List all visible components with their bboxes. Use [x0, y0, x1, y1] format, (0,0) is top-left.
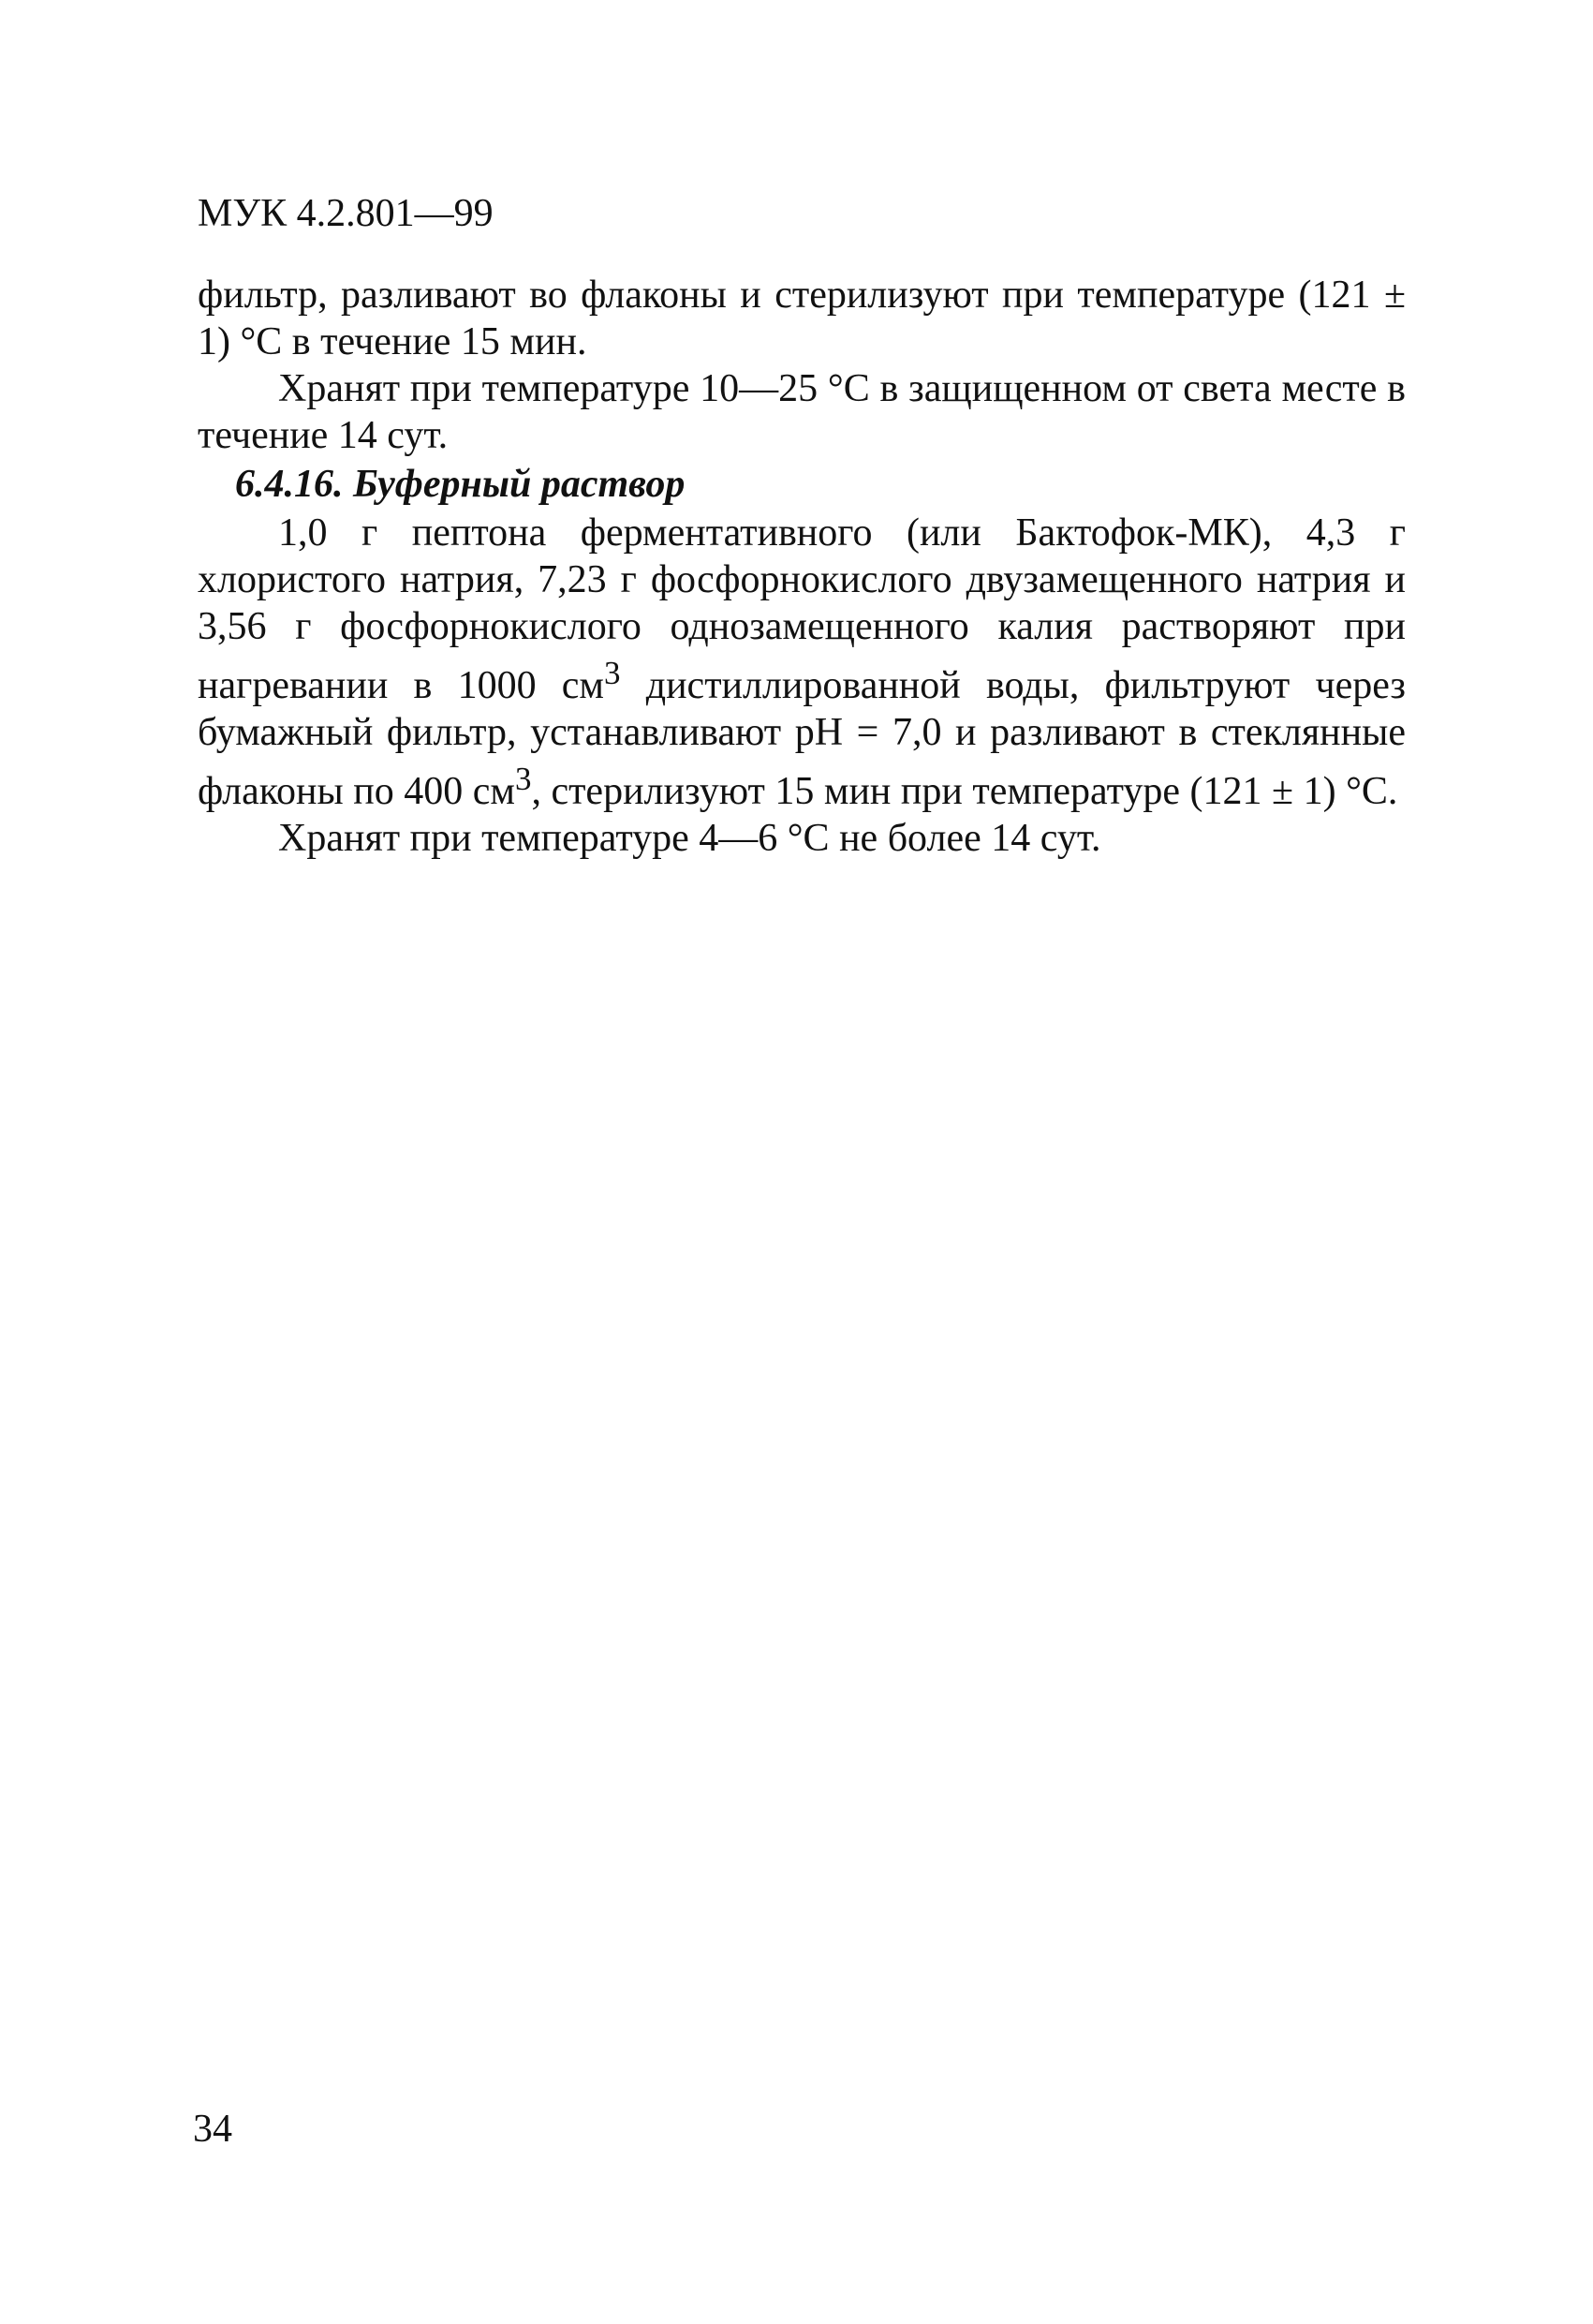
paragraph-buffer-recipe [198, 510, 1406, 815]
running-title: МУК 4.2.801—99 [198, 192, 494, 235]
page-number: 34 [193, 2108, 232, 2151]
paragraph-storage-1: Хранят при температуре 10—25 °С в защищенном от света месте в течение 14 сут. [198, 367, 1406, 457]
section-heading: 6.4.16. Буферный раствор [235, 463, 686, 506]
paragraph-continuation: фильтр, разливают во флаконы и стерилизуют при температуре (121 ± 1) °С в течение 15 мин. [198, 274, 1406, 363]
paragraph-storage-2: Хранят при температуре 4—6 °С не более 14 сут. [278, 817, 1101, 860]
superscript-cubed-2: 3 [514, 761, 532, 797]
body-text [198, 272, 1406, 862]
recipe-text-2: дистиллированной воды, фильтруют через бумажный фильтр, устанавливают рН = 7,0 и разливают в стеклянные флаконы по 400 см [198, 664, 1406, 813]
recipe-text-3: , стерилизуют 15 мин при температуре (121 ± 1) °С. [531, 770, 1398, 813]
superscript-cubed-1: 3 [604, 655, 621, 691]
recipe-text-1: 1,0 г пептона ферментативного (или Бактофок-МК), 4,3 г хлористого натрия, 7,23 г фосфорнокислого двузамещенного натрия и 3,56 г фосфорнокислого однозамещенного калия растворяют при нагревании в 1000 см [198, 511, 1406, 707]
